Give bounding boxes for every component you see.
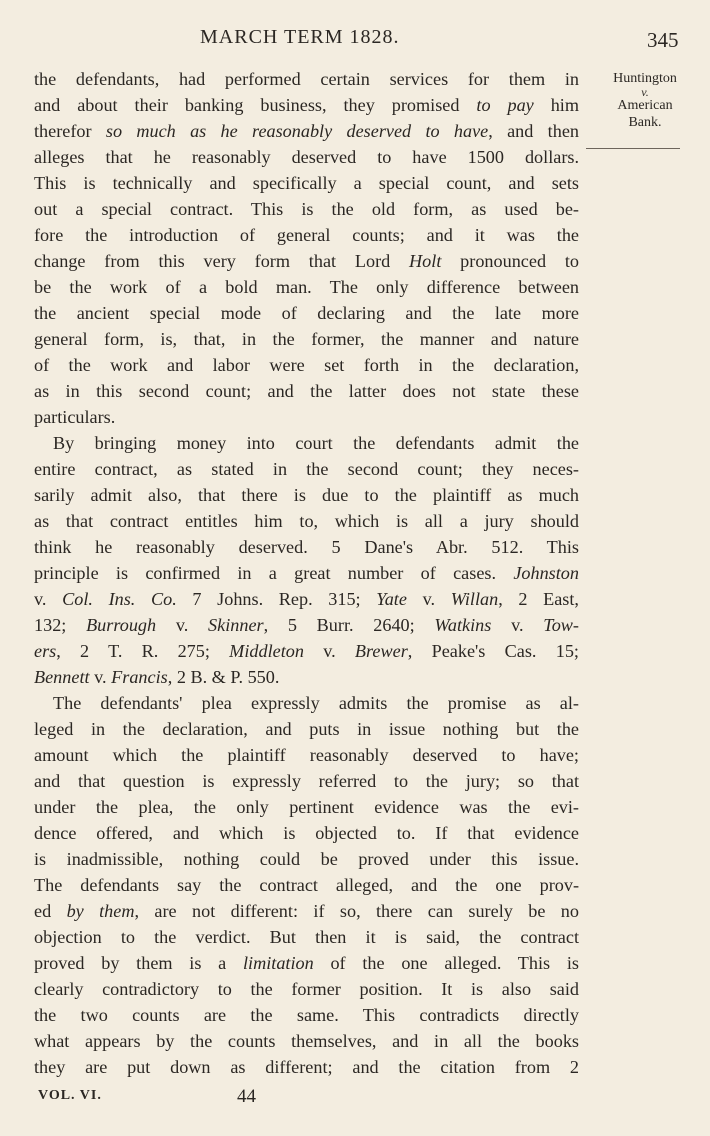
paragraph-start: The defendants' plea expressly admits the promise as al- (53, 693, 579, 713)
text-line: as that contract entitles him to, which is all a jury should (34, 511, 579, 531)
paragraph-start: By bringing money into court the defendants admit the (53, 433, 579, 453)
case-plaintiff: Huntington (613, 71, 677, 86)
text-line: ed by them, are not different: if so, there can surely be no (34, 901, 579, 921)
text-line: of the work and labor were set forth in the declaration, (34, 355, 579, 375)
citation-line: Bennett v. Francis, 2 B. & P. 550. (34, 667, 280, 687)
text-line: the two counts are the same. This contradicts directly (34, 1005, 579, 1025)
text-line: leged in the declaration, and puts in issue nothing but the (34, 719, 579, 739)
text-line: The defendants say the contract alleged, and the one prov- (34, 875, 579, 895)
text-line: amount which the plaintiff reasonably deserved to have; (34, 745, 579, 765)
text-line: fore the introduction of general counts; and it was the (34, 225, 579, 245)
text-line: change from this very form that Lord Holt pronounced to (34, 251, 579, 271)
case-defendant-cont: Bank. (628, 115, 662, 130)
citation-line: ers, 2 T. R. 275; Middleton v. Brewer, Peake's Cas. 15; (34, 641, 579, 661)
text-line: and about their banking business, they promised to pay him (34, 95, 579, 115)
text-line: they are put down as different; and the citation from 2 (34, 1057, 579, 1077)
marginal-case-title (596, 70, 694, 131)
text-line: principle is confirmed in a great number of cases. Johnston (34, 563, 579, 583)
case-versus: v. (641, 85, 649, 99)
citation-line: v. Col. Ins. Co. 7 Johns. Rep. 315; Yate v. Willan, 2 East, (34, 589, 579, 609)
text-line: what appears by the counts themselves, and in all the books (34, 1031, 579, 1051)
text-line: entire contract, as stated in the second count; they neces- (34, 459, 579, 479)
text-line: particulars. (34, 407, 116, 427)
text-line: general form, is, that, in the former, the manner and nature (34, 329, 579, 349)
text-line: under the plea, the only pertinent evidence was the evi- (34, 797, 579, 817)
body-text (34, 66, 579, 1080)
page-header (0, 26, 710, 56)
text-line: This is technically and specifically a special count, and sets (34, 173, 579, 193)
text-line: alleges that he reasonably deserved to have 1500 dollars. (34, 147, 579, 167)
case-defendant: American (617, 98, 673, 113)
text-line: the ancient special mode of declaring and the late more (34, 303, 579, 323)
text-line: proved by them is a limitation of the one alleged. This is (34, 953, 580, 973)
text-line: therefor so much as he reasonably deserved to have, and then (34, 121, 579, 141)
text-line: is inadmissible, nothing could be proved under this issue. (34, 849, 579, 869)
text-line: dence offered, and which is objected to. If that evidence (34, 823, 579, 843)
text-line: as in this second count; and the latter does not state these (34, 381, 579, 401)
text-line: clearly contradictory to the former position. It is also said (34, 979, 579, 999)
citation-line: 132; Burrough v. Skinner, 5 Burr. 2640; Watkins v. Tow- (34, 615, 579, 635)
text-line: sarily admit also, that there is due to the plaintiff as much (34, 485, 579, 505)
signature-number: 44 (237, 1086, 256, 1107)
marginal-rule (586, 148, 680, 149)
text-line: objection to the verdict. But then it is said, the contract (34, 927, 579, 947)
volume-signature: VOL. VI. (38, 1088, 102, 1103)
text-line: think he reasonably deserved. 5 Dane's Abr. 512. This (34, 537, 579, 557)
text-line: and that question is expressly referred to the jury; so that (34, 771, 579, 791)
text-line: out a special contract. This is the old form, as used be- (34, 199, 579, 219)
running-head: MARCH TERM 1828. (200, 26, 400, 48)
text-line: the defendants, had performed certain services for them in (34, 69, 579, 89)
page-number: 345 (647, 28, 679, 52)
text-line: be the work of a bold man. The only difference between (34, 277, 579, 297)
